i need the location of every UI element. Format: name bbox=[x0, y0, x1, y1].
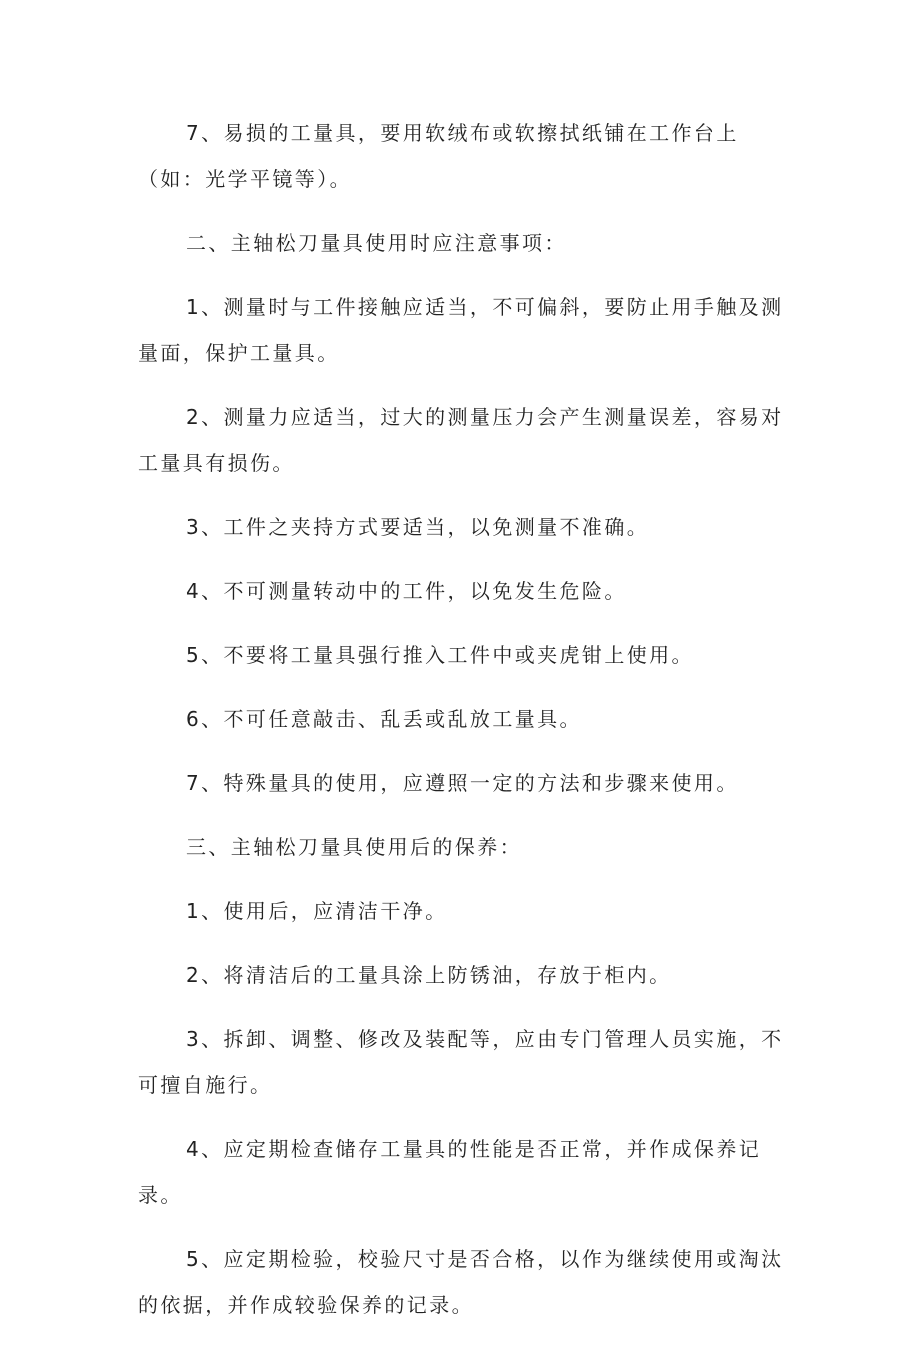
paragraph-usage-5: 5、不要将工量具强行推入工件中或夹虎钳上使用。 bbox=[186, 643, 694, 667]
paragraph-maintenance-3: 3、拆卸、调整、修改及装配等，应由专门管理人员实施，不可擅自施行。 bbox=[138, 1027, 784, 1097]
paragraph-maintenance-1: 1、使用后，应清洁干净。 bbox=[186, 899, 448, 923]
section-heading-usage-notes: 二、主轴松刀量具使用时应注意事项： bbox=[186, 231, 567, 255]
paragraph-maintenance-5: 5、应定期检验，校验尺寸是否合格，以作为继续使用或淘汰的依据，并作成较验保养的记录。 bbox=[138, 1247, 784, 1317]
paragraph-usage-3: 3、工件之夹持方式要适当，以免测量不准确。 bbox=[186, 515, 650, 539]
document-body bbox=[138, 110, 798, 1346]
section-heading-maintenance: 三、主轴松刀量具使用后的保养： bbox=[186, 835, 522, 859]
paragraph-usage-2: 2、测量力应适当，过大的测量压力会产生测量误差，容易对工量具有损伤。 bbox=[138, 405, 784, 475]
paragraph-usage-4: 4、不可测量转动中的工件，以免发生危险。 bbox=[186, 579, 627, 603]
paragraph-usage-6: 6、不可任意敲击、乱丢或乱放工量具。 bbox=[186, 707, 582, 731]
paragraph-maintenance-2: 2、将清洁后的工量具涂上防锈油，存放于柜内。 bbox=[186, 963, 672, 987]
paragraph-item-7-fragile-tools: 7、易损的工量具，要用软绒布或软擦拭纸铺在工作台上（如：光学平镜等）。 bbox=[138, 121, 739, 191]
paragraph-maintenance-4: 4、应定期检查储存工量具的性能是否正常，并作成保养记录。 bbox=[138, 1137, 762, 1207]
paragraph-usage-7: 7、特殊量具的使用，应遵照一定的方法和步骤来使用。 bbox=[186, 771, 739, 795]
paragraph-usage-1: 1、测量时与工件接触应适当，不可偏斜，要防止用手触及测量面，保护工量具。 bbox=[138, 295, 784, 365]
